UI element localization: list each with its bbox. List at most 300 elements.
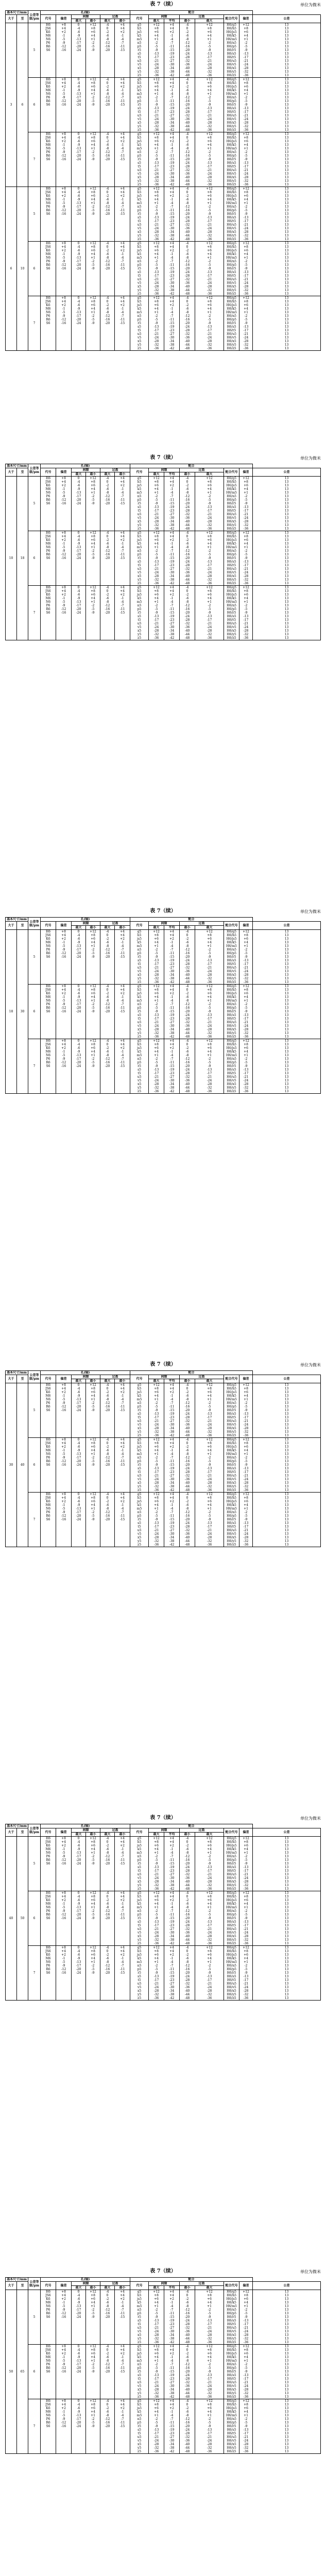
- value: -17: [243, 2323, 249, 2326]
- value: +4: [169, 930, 174, 934]
- fit-code: H6/n5: [227, 150, 236, 154]
- value: 13: [284, 219, 289, 223]
- value: -24: [153, 1876, 159, 1880]
- value: -27: [169, 114, 175, 117]
- hole-code: P6: [46, 1003, 50, 1006]
- value: -20: [105, 556, 110, 560]
- value: -4: [121, 311, 124, 314]
- value: +12: [206, 187, 213, 191]
- fit-min: [180, 23, 195, 78]
- value: -36: [184, 336, 190, 340]
- value: -6: [185, 487, 189, 491]
- fit-code: H6/r5: [227, 103, 236, 107]
- fit-code: H6/r5: [227, 2425, 236, 2428]
- value: 13: [284, 948, 289, 952]
- shaft-code: js5: [137, 937, 142, 941]
- fit-codes: [224, 78, 239, 132]
- value: 13: [284, 1416, 289, 1419]
- header-deviation: 偏差: [56, 468, 72, 477]
- hole-dev: 0: [77, 242, 80, 245]
- value: +8: [154, 191, 159, 194]
- value: +8: [207, 1496, 212, 1500]
- value: -42: [169, 1543, 175, 1547]
- shaft-code: p5: [137, 209, 142, 212]
- fit-min: [180, 1039, 195, 1094]
- hole-dev: +4: [61, 535, 66, 538]
- fit-codes: [224, 1493, 239, 1547]
- header-clearance: 间隙: [72, 1828, 100, 1833]
- value: +12: [90, 1946, 96, 1950]
- value: 13: [284, 1024, 289, 1028]
- value: -13: [243, 615, 249, 618]
- shaft-code: z5: [138, 347, 142, 350]
- value: -17: [243, 274, 249, 278]
- shaft-code: k5: [137, 487, 142, 491]
- tol-grade: 5: [28, 23, 41, 78]
- header-sub: 最大: [195, 472, 224, 477]
- value: -32: [184, 567, 190, 571]
- value: -28: [243, 176, 249, 179]
- value: -9: [208, 1917, 211, 1920]
- hole-dev: +8: [61, 242, 66, 245]
- value: +4: [91, 2301, 95, 2304]
- value: -36: [207, 183, 212, 187]
- value: -2: [155, 96, 158, 99]
- value: -9: [155, 2315, 158, 2319]
- value: -15: [169, 48, 175, 52]
- value: -9: [208, 1463, 211, 1467]
- fit-code: H6/k5: [227, 542, 236, 546]
- value: +1: [91, 2304, 95, 2308]
- value: -21: [207, 2326, 212, 2330]
- value: -4: [185, 2290, 189, 2294]
- value: -19: [169, 161, 175, 165]
- value: +8: [244, 1043, 248, 1046]
- hole-code: M6: [45, 1503, 51, 1507]
- value: -11: [169, 154, 175, 158]
- hole-code: JS6: [45, 191, 51, 194]
- value: +1: [207, 999, 212, 1003]
- fit-code: H6/r5: [227, 1010, 236, 1013]
- value: -11: [119, 2312, 125, 2315]
- shaft-code: p5: [137, 1460, 142, 1463]
- value: +12: [243, 1039, 249, 1043]
- value: +6: [207, 992, 212, 995]
- value: 13: [284, 99, 289, 103]
- hole-dev: -9: [77, 542, 80, 546]
- value: -5: [91, 553, 95, 556]
- fit-code: H6/z5: [227, 1434, 236, 1437]
- value: -12: [184, 1964, 190, 1968]
- hole-dev: -20: [76, 2421, 81, 2425]
- shaft-code: y5: [137, 234, 142, 238]
- hole-dev: -24: [76, 1518, 81, 1521]
- value: -36: [153, 582, 159, 585]
- value: +4: [120, 296, 125, 300]
- value: -15: [169, 1010, 175, 1013]
- fit-avg: [164, 1383, 180, 1438]
- hole-dev: -4: [77, 535, 80, 538]
- value: -28: [207, 2443, 212, 2446]
- fit-max: [195, 78, 224, 132]
- value: 13: [284, 303, 289, 307]
- fit-code: H6/h5: [227, 2403, 236, 2406]
- value: 13: [284, 2304, 289, 2308]
- hole-code: M6: [45, 252, 51, 256]
- value: +2: [169, 249, 174, 252]
- hole-dev: +8: [61, 1493, 66, 1496]
- value: 13: [284, 1913, 289, 1917]
- value: +4: [120, 2399, 125, 2403]
- fit-code: H6/p5: [227, 263, 236, 267]
- shaft-code: z5: [138, 1035, 142, 1039]
- hole-dev: -5: [62, 1452, 65, 1456]
- hole-devs-a: [56, 1438, 72, 1493]
- value: -6: [185, 143, 189, 147]
- header-clearance: 间隙: [149, 1828, 180, 1833]
- value: -9: [155, 2370, 158, 2374]
- shaft-code: k5: [137, 1503, 142, 1507]
- value: +1: [154, 491, 159, 495]
- shaft-code: k5: [137, 995, 142, 999]
- hole-dev: -24: [76, 1862, 81, 1866]
- value: +4: [207, 89, 212, 92]
- value: -6: [185, 2301, 189, 2304]
- value: +1: [244, 1960, 248, 1964]
- value: -17: [207, 1416, 212, 1419]
- fit-code: H6/g5: [227, 296, 236, 300]
- fit-max: [195, 187, 224, 242]
- value: -16: [184, 209, 190, 212]
- value: 13: [284, 38, 289, 41]
- value: -17: [243, 962, 249, 966]
- value: +2: [120, 85, 125, 89]
- value: -20: [184, 1010, 190, 1013]
- clear-min: [100, 1837, 115, 1891]
- value: -2: [91, 2417, 95, 2421]
- value: -40: [184, 176, 190, 179]
- hole-dev: -1: [62, 2410, 65, 2414]
- value: 0: [186, 480, 188, 484]
- value: +4: [120, 1950, 125, 1953]
- value: +2: [169, 1500, 174, 1503]
- value: +2: [169, 2297, 174, 2301]
- value: +4: [120, 1383, 125, 1387]
- value: -36: [243, 636, 249, 640]
- value: 13: [284, 564, 289, 567]
- value: -24: [184, 1975, 190, 1978]
- value: +12: [153, 132, 160, 136]
- value: -17: [153, 564, 159, 567]
- value: -12: [184, 948, 190, 952]
- hole-code: P6: [46, 604, 50, 607]
- hole-dev: -1: [62, 307, 65, 311]
- value: -2: [155, 1511, 158, 1514]
- shaft-code: js5: [137, 1391, 142, 1394]
- value: -19: [169, 505, 175, 509]
- value: 13: [284, 2333, 289, 2337]
- value: +4: [169, 1895, 174, 1899]
- value: -4: [121, 1960, 124, 1964]
- value: 13: [284, 930, 289, 934]
- value: -20: [184, 955, 190, 959]
- fit-code: H6/k5: [227, 1449, 236, 1452]
- hole-dev: -4: [77, 2294, 80, 2297]
- value: 13: [284, 597, 289, 600]
- fit-code: H6/s5: [227, 270, 236, 274]
- value: -28: [207, 2388, 212, 2392]
- value: +2: [120, 30, 125, 34]
- value: -6: [106, 143, 109, 147]
- clear-min: [100, 296, 115, 351]
- fit-code: H6/n5: [227, 1003, 236, 1006]
- fit-tol: [253, 1946, 321, 2001]
- value: -24: [207, 1024, 212, 1028]
- hole-dev: -9: [62, 314, 65, 318]
- value: -16: [105, 2421, 110, 2425]
- value: +12: [153, 1837, 160, 1840]
- value: -20: [105, 502, 110, 505]
- shaft-code: k5: [137, 307, 142, 311]
- value: -2: [106, 1844, 109, 1848]
- value: 13: [284, 1039, 289, 1043]
- value: -8: [185, 38, 189, 41]
- value: -44: [184, 1993, 190, 1996]
- value: 13: [284, 2294, 289, 2297]
- shaft-code: n5: [137, 2308, 142, 2312]
- value: -42: [169, 238, 175, 241]
- value: -4: [185, 1438, 189, 1442]
- value: +8: [244, 27, 248, 30]
- shaft-code: n5: [137, 549, 142, 553]
- value: +4: [120, 23, 125, 27]
- value: -30: [169, 970, 175, 973]
- hole-dev: -9: [62, 205, 65, 209]
- value: -28: [184, 1525, 190, 1529]
- value: -24: [184, 2428, 190, 2432]
- value: -32: [243, 70, 249, 74]
- value: +4: [91, 89, 95, 92]
- header-clearance: 间隙: [72, 1375, 100, 1379]
- value: +8: [91, 2294, 95, 2297]
- value: -19: [169, 1521, 175, 1525]
- value: 13: [284, 1978, 289, 1982]
- header-shaft-fit: 配合: [130, 1371, 253, 1375]
- hole-dev: 0: [77, 1946, 80, 1950]
- hole-dev: -6: [77, 1953, 80, 1957]
- value: -8: [106, 491, 109, 495]
- fit-code: H6/t5: [227, 2377, 236, 2381]
- value: -24: [243, 117, 249, 121]
- hole-code: K6: [46, 85, 50, 89]
- value: 13: [284, 300, 289, 303]
- value: -5: [91, 99, 95, 103]
- value: 0: [186, 300, 188, 303]
- table-row: [6, 296, 321, 351]
- value: 13: [284, 183, 289, 187]
- hole-devs-b: [72, 1493, 86, 1547]
- tol-grade: 5: [28, 1383, 41, 1438]
- value: 0: [186, 27, 188, 30]
- fit-code: H6/h5: [227, 535, 236, 538]
- value: -15: [169, 321, 175, 325]
- value: -19: [169, 959, 175, 962]
- fit-code: H6/m5: [226, 147, 237, 150]
- fit-max: [195, 531, 224, 586]
- value: -17: [207, 509, 212, 513]
- value: -28: [207, 66, 212, 70]
- hole-dev: -12: [61, 318, 66, 321]
- value: -34: [169, 1481, 175, 1485]
- value: -4: [170, 999, 174, 1003]
- shaft-codes: [130, 1891, 149, 1946]
- value: 0: [186, 1895, 188, 1899]
- value: 13: [284, 242, 289, 245]
- hole-code: JS6: [45, 2348, 51, 2352]
- shaft-code: u5: [137, 168, 142, 172]
- shaft-code: r5: [138, 502, 141, 505]
- value: +1: [91, 1960, 95, 1964]
- value: +8: [154, 1442, 159, 1445]
- value: +8: [207, 2348, 212, 2352]
- value: -15: [119, 955, 125, 959]
- value: -4: [121, 1398, 124, 1401]
- value: 13: [284, 114, 289, 117]
- value: 0: [186, 2403, 188, 2406]
- shaft-code: u5: [137, 114, 142, 117]
- value: 13: [284, 636, 289, 640]
- shaft-code: t5: [138, 1978, 141, 1982]
- value: +2: [120, 140, 125, 143]
- value: 0: [186, 1442, 188, 1445]
- value: -8: [106, 1054, 109, 1057]
- value: -21: [153, 1419, 159, 1423]
- fit-avg: [164, 586, 180, 640]
- value: +6: [244, 1844, 248, 1848]
- hole-dev: -20: [76, 553, 81, 556]
- shaft-code: k5: [137, 941, 142, 944]
- value: -4: [170, 1054, 174, 1057]
- fit-code: H6/g5: [227, 586, 236, 589]
- hole-code: JS6: [45, 2403, 51, 2406]
- header-clearance: 间隙: [149, 1375, 180, 1379]
- shaft-code: u5: [137, 1075, 142, 1079]
- shaft-code: z5: [138, 1090, 142, 1093]
- fit-max: [195, 1493, 224, 1547]
- value: -13: [207, 1521, 212, 1525]
- hole-devs-b: [72, 1946, 86, 2001]
- fit-max: [195, 586, 224, 640]
- value: -5: [155, 553, 158, 556]
- value: -44: [184, 1430, 190, 1434]
- value: -1: [170, 143, 174, 147]
- value: -13: [207, 1412, 212, 1416]
- header-hole: 孔(轴): [41, 918, 130, 922]
- header-hole: 孔(轴): [41, 11, 130, 15]
- value: -7: [121, 2363, 124, 2366]
- fit-code: H6/m5: [226, 1851, 237, 1855]
- value: +6: [91, 992, 95, 995]
- hole-code: P6: [46, 205, 50, 209]
- value: -13: [207, 1068, 212, 1072]
- value: -21: [243, 1419, 249, 1423]
- value: 13: [284, 212, 289, 216]
- value: -15: [119, 158, 125, 161]
- tol-grade: 7: [28, 296, 41, 351]
- value: +4: [154, 2301, 159, 2304]
- fit-code: H6/z5: [227, 582, 236, 585]
- value: +8: [207, 934, 212, 937]
- hole-dev: -9: [77, 198, 80, 201]
- hole-code: H6: [45, 531, 51, 535]
- value: +1: [244, 1452, 248, 1456]
- fit-clear-max: [149, 1039, 164, 1094]
- value: 13: [284, 2399, 289, 2403]
- value: -36: [153, 1434, 159, 1437]
- value: -24: [243, 625, 249, 629]
- value: +2: [120, 303, 125, 307]
- value: -48: [184, 1887, 190, 1891]
- shaft-code: m5: [136, 2359, 142, 2363]
- value: 13: [284, 578, 289, 582]
- value: +8: [207, 2403, 212, 2406]
- value: 13: [284, 318, 289, 321]
- fit-avg: [164, 930, 180, 985]
- value: -24: [184, 2374, 190, 2377]
- value: 13: [284, 571, 289, 574]
- value: -2: [91, 2363, 95, 2366]
- header-tolerance: 公差: [253, 468, 321, 477]
- clear-min: [100, 1383, 115, 1438]
- value: 13: [284, 962, 289, 966]
- value: -2: [91, 1003, 95, 1006]
- interf-max: [115, 78, 130, 132]
- value: -36: [243, 1996, 249, 2000]
- value: -15: [119, 2425, 125, 2428]
- value: -5: [244, 607, 248, 611]
- clear-min: [100, 1891, 115, 1946]
- fit-code: H6/z5: [227, 74, 236, 77]
- fit-code: H6/x5: [227, 340, 236, 343]
- header-row: [6, 1371, 321, 1375]
- value: -17: [153, 1017, 159, 1021]
- hole-dev: -24: [76, 321, 81, 325]
- fit-code: H6/p5: [227, 45, 236, 48]
- value: +8: [207, 589, 212, 593]
- value: -21: [207, 1873, 212, 1876]
- value: +12: [206, 477, 213, 480]
- shaft-code: js5: [137, 194, 142, 198]
- value: -36: [207, 980, 212, 984]
- value: +6: [207, 484, 212, 487]
- value: -16: [184, 1405, 190, 1409]
- value: -38: [169, 1086, 175, 1090]
- hole-dev: +8: [61, 2345, 66, 2348]
- hole-dev: -17: [76, 96, 81, 99]
- value: -48: [184, 2450, 190, 2453]
- value: -9: [208, 1862, 211, 1866]
- value: -28: [153, 629, 159, 633]
- value: -13: [153, 161, 159, 165]
- value: +8: [207, 1442, 212, 1445]
- value: -28: [207, 121, 212, 125]
- shaft-code: g5: [137, 2345, 142, 2348]
- value: -20: [105, 1518, 110, 1521]
- header-sub: 最小: [86, 19, 100, 23]
- value: -28: [153, 230, 159, 234]
- fit-code: H6/p5: [227, 553, 236, 556]
- hole-code: JS6: [45, 1442, 51, 1445]
